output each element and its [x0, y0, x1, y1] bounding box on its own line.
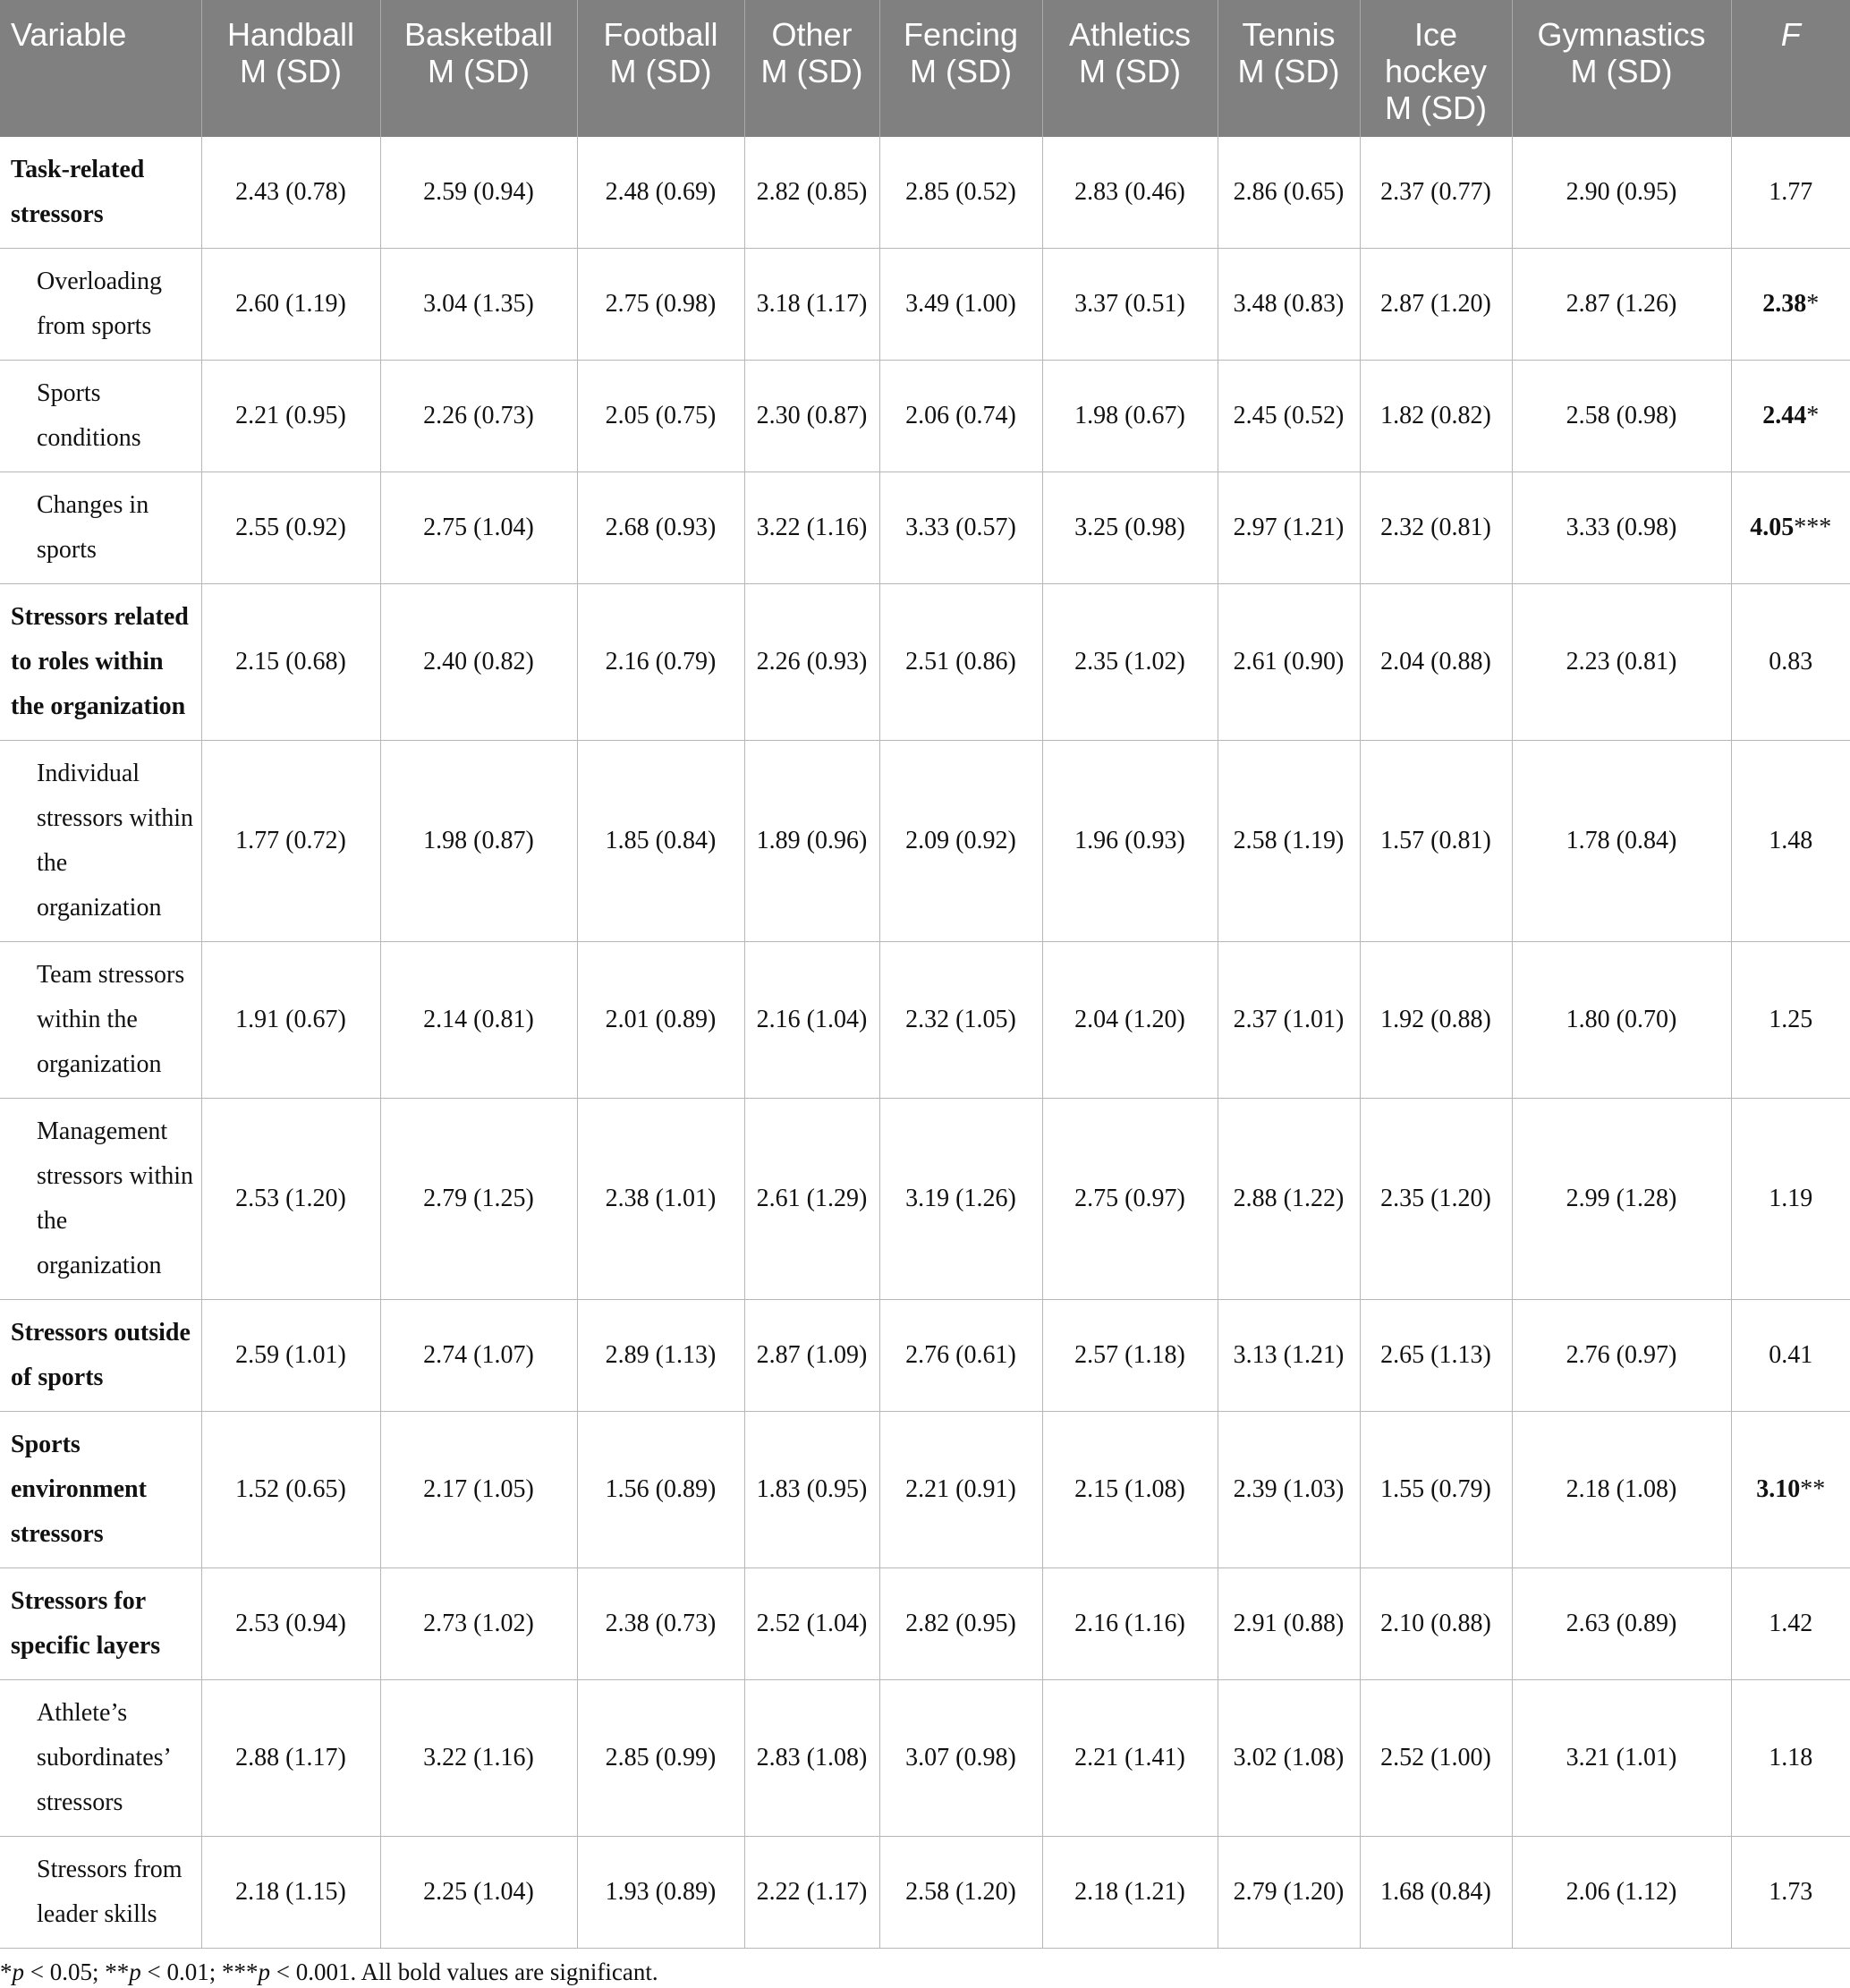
value-cell: 2.15 (0.68) [201, 584, 380, 741]
column-header-text: M (SD) [760, 53, 863, 89]
column-header-text: M (SD) [1385, 89, 1487, 126]
f-value-cell [1731, 1680, 1850, 1837]
value-cell: 2.26 (0.93) [744, 584, 879, 741]
value-cell: 2.53 (1.20) [201, 1099, 380, 1300]
f-value-cell [1731, 1300, 1850, 1412]
value-cell: 2.17 (1.05) [380, 1412, 577, 1568]
value-cell: 3.33 (0.98) [1512, 472, 1731, 584]
value-cell: 2.40 (0.82) [380, 584, 577, 741]
value-cell: 2.04 (1.20) [1042, 942, 1218, 1099]
table-row-sub [0, 741, 1850, 942]
variable-cell: Stressors for specific layers [0, 1568, 201, 1680]
value-cell: 2.45 (0.52) [1218, 361, 1360, 472]
value-cell: 2.23 (0.81) [1512, 584, 1731, 741]
table-body [0, 137, 1850, 1949]
f-value: 1.25 [1769, 1006, 1813, 1033]
variable-cell: Stressors related to roles within the organization [0, 584, 201, 741]
value-cell: 2.35 (1.02) [1042, 584, 1218, 741]
value-cell: 2.30 (0.87) [744, 361, 879, 472]
column-header [577, 0, 744, 137]
value-cell: 1.98 (0.67) [1042, 361, 1218, 472]
value-cell: 3.21 (1.01) [1512, 1680, 1731, 1837]
value-cell: 2.32 (0.81) [1360, 472, 1512, 584]
value-cell: 2.90 (0.95) [1512, 137, 1731, 249]
value-cell: 1.98 (0.87) [380, 741, 577, 942]
value-cell: 2.82 (0.95) [879, 1568, 1042, 1680]
value-cell: 2.01 (0.89) [577, 942, 744, 1099]
value-cell: 1.55 (0.79) [1360, 1412, 1512, 1568]
column-header-text: Football [603, 16, 718, 53]
column-header [879, 0, 1042, 137]
value-cell: 1.91 (0.67) [201, 942, 380, 1099]
value-cell: 2.25 (1.04) [380, 1837, 577, 1949]
f-value: 4.05 [1750, 514, 1795, 541]
column-header-text: Other [771, 16, 853, 53]
f-value-cell [1731, 1837, 1850, 1949]
value-cell: 1.77 (0.72) [201, 741, 380, 942]
value-cell: 2.87 (1.20) [1360, 249, 1512, 361]
table-footnote [0, 1949, 1850, 1988]
f-value: 1.18 [1769, 1744, 1813, 1771]
column-header-text: Handball [226, 16, 355, 53]
value-cell: 2.16 (1.16) [1042, 1568, 1218, 1680]
value-cell: 2.76 (0.61) [879, 1300, 1042, 1412]
value-cell: 2.85 (0.99) [577, 1680, 744, 1837]
value-cell: 3.02 (1.08) [1218, 1680, 1360, 1837]
value-cell: 1.52 (0.65) [201, 1412, 380, 1568]
column-header [1731, 0, 1850, 137]
table-row-sub [0, 1099, 1850, 1300]
value-cell: 2.53 (0.94) [201, 1568, 380, 1680]
value-cell: 2.21 (0.95) [201, 361, 380, 472]
value-cell: 2.32 (1.05) [879, 942, 1042, 1099]
f-value-cell [1731, 472, 1850, 584]
value-cell: 1.57 (0.81) [1360, 741, 1512, 942]
value-cell: 1.78 (0.84) [1512, 741, 1731, 942]
value-cell: 2.05 (0.75) [577, 361, 744, 472]
f-value: 1.42 [1769, 1610, 1813, 1637]
value-cell: 2.38 (0.73) [577, 1568, 744, 1680]
value-cell: 2.39 (1.03) [1218, 1412, 1360, 1568]
footnote-text: < 0.01; *** [140, 1958, 259, 1985]
value-cell: 2.52 (1.04) [744, 1568, 879, 1680]
column-header-text: M (SD) [1079, 53, 1181, 89]
column-header-text: hockey [1384, 53, 1488, 89]
value-cell: 1.96 (0.93) [1042, 741, 1218, 942]
f-value: 2.38 [1762, 290, 1807, 318]
table-row-sub [0, 249, 1850, 361]
f-value: 0.41 [1769, 1341, 1813, 1369]
value-cell: 3.48 (0.83) [1218, 249, 1360, 361]
value-cell: 2.16 (0.79) [577, 584, 744, 741]
value-cell: 1.80 (0.70) [1512, 942, 1731, 1099]
column-header [1512, 0, 1731, 137]
header-row [0, 0, 1850, 137]
significance-marker: * [1806, 290, 1820, 318]
value-cell: 2.87 (1.26) [1512, 249, 1731, 361]
value-cell: 2.10 (0.88) [1360, 1568, 1512, 1680]
column-header [0, 0, 201, 137]
value-cell: 2.82 (0.85) [744, 137, 879, 249]
column-header-text: F [1780, 16, 1801, 53]
column-header-text: M (SD) [910, 53, 1012, 89]
value-cell: 2.59 (0.94) [380, 137, 577, 249]
value-cell: 2.58 (0.98) [1512, 361, 1731, 472]
significance-marker: ** [1800, 1475, 1826, 1503]
table-row-sub [0, 361, 1850, 472]
value-cell: 2.51 (0.86) [879, 584, 1042, 741]
value-cell: 2.06 (1.12) [1512, 1837, 1731, 1949]
value-cell: 1.85 (0.84) [577, 741, 744, 942]
value-cell: 2.74 (1.07) [380, 1300, 577, 1412]
column-header-text: Athletics [1068, 16, 1192, 53]
column-header-text: Gymnastics [1537, 16, 1706, 53]
value-cell: 2.79 (1.25) [380, 1099, 577, 1300]
value-cell: 2.18 (1.21) [1042, 1837, 1218, 1949]
value-cell: 3.04 (1.35) [380, 249, 577, 361]
value-cell: 3.33 (0.57) [879, 472, 1042, 584]
column-header [744, 0, 879, 137]
column-header [1042, 0, 1218, 137]
f-value: 3.10 [1756, 1475, 1801, 1503]
column-header-text: Basketball [403, 16, 554, 53]
value-cell: 3.19 (1.26) [879, 1099, 1042, 1300]
column-header-text: M (SD) [1570, 53, 1673, 89]
variable-cell: Changes in sports [0, 472, 201, 584]
variable-cell: Stressors outside of sports [0, 1300, 201, 1412]
column-header-text: M (SD) [428, 53, 530, 89]
table-row-sub [0, 472, 1850, 584]
value-cell: 2.61 (1.29) [744, 1099, 879, 1300]
column-header-text: Variable [11, 16, 127, 53]
value-cell: 2.91 (0.88) [1218, 1568, 1360, 1680]
table-row-sub [0, 1837, 1850, 1949]
f-value: 1.48 [1769, 827, 1813, 854]
column-header [1218, 0, 1360, 137]
value-cell: 2.88 (1.17) [201, 1680, 380, 1837]
column-header-text: Tennis [1242, 16, 1336, 53]
value-cell: 2.37 (1.01) [1218, 942, 1360, 1099]
value-cell: 2.21 (0.91) [879, 1412, 1042, 1568]
value-cell: 3.25 (0.98) [1042, 472, 1218, 584]
value-cell: 1.92 (0.88) [1360, 942, 1512, 1099]
value-cell: 2.86 (0.65) [1218, 137, 1360, 249]
footnote-symbol: * [0, 1958, 13, 1985]
table-row-sub [0, 1680, 1850, 1837]
value-cell: 2.55 (0.92) [201, 472, 380, 584]
column-header-text: M (SD) [240, 53, 342, 89]
value-cell: 2.52 (1.00) [1360, 1680, 1512, 1837]
value-cell: 2.38 (1.01) [577, 1099, 744, 1300]
value-cell: 2.75 (1.04) [380, 472, 577, 584]
value-cell: 2.18 (1.08) [1512, 1412, 1731, 1568]
value-cell: 2.57 (1.18) [1042, 1300, 1218, 1412]
value-cell: 2.58 (1.20) [879, 1837, 1042, 1949]
column-header [1360, 0, 1512, 137]
f-value-cell [1731, 361, 1850, 472]
value-cell: 2.83 (0.46) [1042, 137, 1218, 249]
significance-marker: * [1806, 402, 1820, 429]
value-cell: 2.63 (0.89) [1512, 1568, 1731, 1680]
table-row-main [0, 1412, 1850, 1568]
value-cell: 2.59 (1.01) [201, 1300, 380, 1412]
value-cell: 1.56 (0.89) [577, 1412, 744, 1568]
value-cell: 2.15 (1.08) [1042, 1412, 1218, 1568]
value-cell: 2.83 (1.08) [744, 1680, 879, 1837]
value-cell: 2.26 (0.73) [380, 361, 577, 472]
footnote-p: p [129, 1958, 141, 1985]
value-cell: 2.89 (1.13) [577, 1300, 744, 1412]
f-value-cell [1731, 741, 1850, 942]
column-header-text: M (SD) [1237, 53, 1340, 89]
value-cell: 2.60 (1.19) [201, 249, 380, 361]
variable-cell: Sports conditions [0, 361, 201, 472]
value-cell: 2.09 (0.92) [879, 741, 1042, 942]
table-row-main [0, 1300, 1850, 1412]
column-header-text: Ice [1413, 16, 1458, 53]
value-cell: 3.13 (1.21) [1218, 1300, 1360, 1412]
footnote-p: p [258, 1958, 270, 1985]
f-value-cell [1731, 137, 1850, 249]
value-cell: 3.49 (1.00) [879, 249, 1042, 361]
f-value: 2.44 [1762, 402, 1807, 429]
value-cell: 2.21 (1.41) [1042, 1680, 1218, 1837]
variable-cell: Overloading from sports [0, 249, 201, 361]
value-cell: 1.68 (0.84) [1360, 1837, 1512, 1949]
value-cell: 2.35 (1.20) [1360, 1099, 1512, 1300]
f-value-cell [1731, 584, 1850, 741]
variable-cell: Team stressors within the organization [0, 942, 201, 1099]
value-cell: 3.07 (0.98) [879, 1680, 1042, 1837]
footnote-p: p [12, 1958, 24, 1985]
value-cell: 1.83 (0.95) [744, 1412, 879, 1568]
f-value: 1.77 [1769, 178, 1813, 206]
value-cell: 2.85 (0.52) [879, 137, 1042, 249]
value-cell: 3.18 (1.17) [744, 249, 879, 361]
value-cell: 2.58 (1.19) [1218, 741, 1360, 942]
footnote-text: < 0.05; ** [24, 1958, 130, 1985]
value-cell: 2.65 (1.13) [1360, 1300, 1512, 1412]
value-cell: 3.22 (1.16) [380, 1680, 577, 1837]
variable-cell: Management stressors within the organization [0, 1099, 201, 1300]
variable-cell: Athlete’s subordinates’ stressors [0, 1680, 201, 1837]
variable-cell: Sports environment stressors [0, 1412, 201, 1568]
value-cell: 2.22 (1.17) [744, 1837, 879, 1949]
table-row-main [0, 1568, 1850, 1680]
table-row-sub [0, 942, 1850, 1099]
value-cell: 2.76 (0.97) [1512, 1300, 1731, 1412]
value-cell: 2.61 (0.90) [1218, 584, 1360, 741]
value-cell: 1.82 (0.82) [1360, 361, 1512, 472]
column-header [380, 0, 577, 137]
value-cell: 2.73 (1.02) [380, 1568, 577, 1680]
value-cell: 1.93 (0.89) [577, 1837, 744, 1949]
value-cell: 2.37 (0.77) [1360, 137, 1512, 249]
f-value: 1.73 [1769, 1878, 1813, 1906]
value-cell: 2.79 (1.20) [1218, 1837, 1360, 1949]
table-row-main [0, 137, 1850, 249]
value-cell: 2.06 (0.74) [879, 361, 1042, 472]
f-value-cell [1731, 942, 1850, 1099]
column-header [201, 0, 380, 137]
value-cell: 2.97 (1.21) [1218, 472, 1360, 584]
f-value-cell [1731, 249, 1850, 361]
value-cell: 2.88 (1.22) [1218, 1099, 1360, 1300]
value-cell: 2.75 (0.98) [577, 249, 744, 361]
value-cell: 1.89 (0.96) [744, 741, 879, 942]
value-cell: 2.14 (0.81) [380, 942, 577, 1099]
value-cell: 2.99 (1.28) [1512, 1099, 1731, 1300]
footnote-text: < 0.001. All bold values are significant. [269, 1958, 658, 1985]
table-row-main [0, 584, 1850, 741]
f-value: 1.19 [1769, 1185, 1813, 1212]
value-cell: 2.75 (0.97) [1042, 1099, 1218, 1300]
f-value: 0.83 [1769, 648, 1813, 675]
value-cell: 2.18 (1.15) [201, 1837, 380, 1949]
value-cell: 2.68 (0.93) [577, 472, 744, 584]
value-cell: 2.43 (0.78) [201, 137, 380, 249]
value-cell: 3.37 (0.51) [1042, 249, 1218, 361]
value-cell: 2.48 (0.69) [577, 137, 744, 249]
variable-cell: Stressors from leader skills [0, 1837, 201, 1949]
variable-cell: Individual stressors within the organization [0, 741, 201, 942]
value-cell: 3.22 (1.16) [744, 472, 879, 584]
f-value-cell [1731, 1412, 1850, 1568]
column-header-text: M (SD) [609, 53, 712, 89]
f-value-cell [1731, 1099, 1850, 1300]
variable-cell: Task-related stressors [0, 137, 201, 249]
value-cell: 2.16 (1.04) [744, 942, 879, 1099]
column-header-text: Fencing [903, 16, 1019, 53]
significance-marker: *** [1794, 514, 1832, 541]
value-cell: 2.04 (0.88) [1360, 584, 1512, 741]
value-cell: 2.87 (1.09) [744, 1300, 879, 1412]
f-value-cell [1731, 1568, 1850, 1680]
